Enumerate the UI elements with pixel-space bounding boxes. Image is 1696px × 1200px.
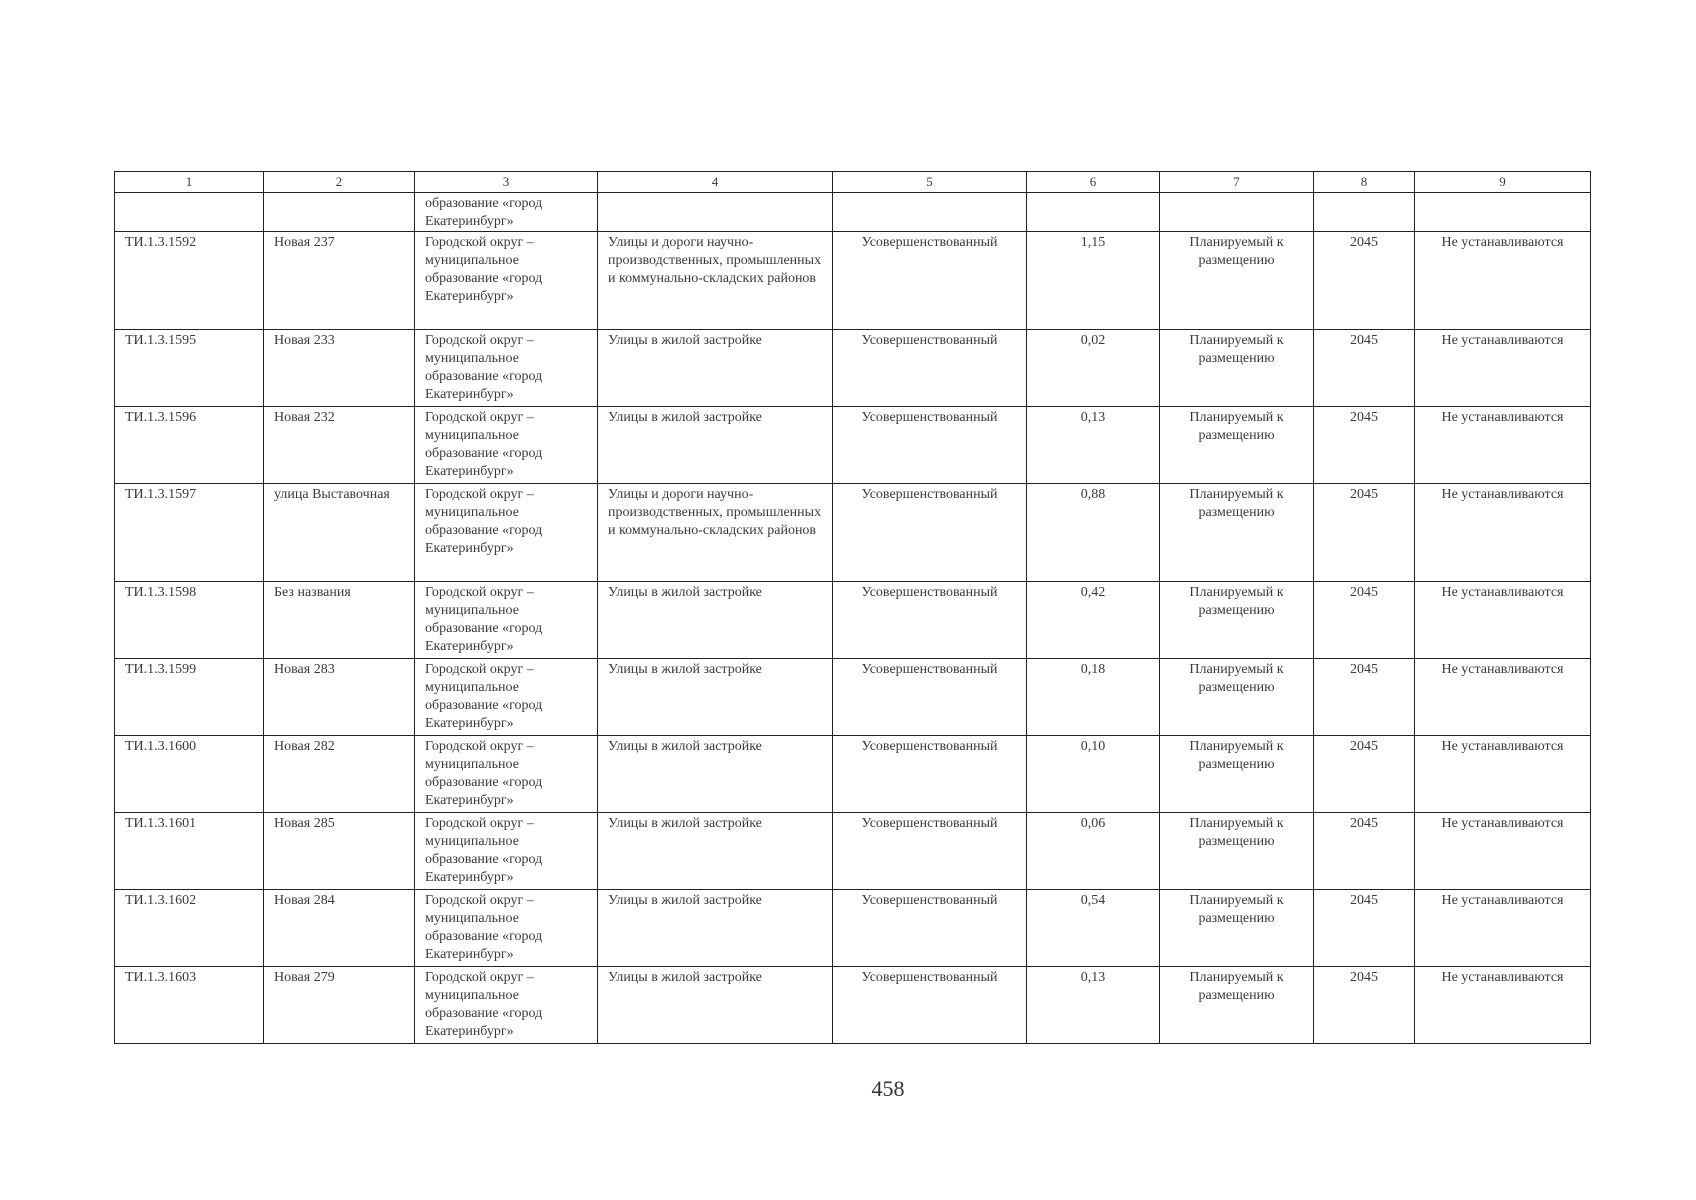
table-row (115, 484, 1591, 582)
cell-year: 2045 (1314, 232, 1415, 330)
cell-municipality: Городской округ – муниципальное образование «город Екатеринбург» (415, 330, 598, 407)
cell-surface: Усовершенствованный (833, 582, 1027, 659)
cell-length: 0,10 (1027, 736, 1160, 813)
cell-name: Новая 232 (264, 407, 415, 484)
cell-status: Планируемый к размещению (1160, 330, 1314, 407)
cell-status: Планируемый к размещению (1160, 232, 1314, 330)
cell-surface: Усовершенствованный (833, 407, 1027, 484)
cell-year: 2045 (1314, 330, 1415, 407)
cell-surface: Усовершенствованный (833, 890, 1027, 967)
cell-id: ТИ.1.3.1603 (115, 967, 264, 1044)
cell-name: улица Выставочная (264, 484, 415, 582)
infrastructure-table (114, 171, 1591, 1044)
cell-status: Планируемый к размещению (1160, 967, 1314, 1044)
cell-zones: Не устанавливаются (1415, 813, 1591, 890)
cell-id: ТИ.1.3.1597 (115, 484, 264, 582)
column-header: 4 (598, 172, 833, 193)
column-header: 5 (833, 172, 1027, 193)
cell-year: 2045 (1314, 582, 1415, 659)
cell-category: Улицы и дороги научно-производственных, промышленных и коммунально-складских районов (598, 232, 833, 330)
cell-zones: Не устанавливаются (1415, 232, 1591, 330)
cell-name: Без названия (264, 582, 415, 659)
column-header: 6 (1027, 172, 1160, 193)
table-row (115, 330, 1591, 407)
cell-length: 0,88 (1027, 484, 1160, 582)
page-number: 458 (871, 1076, 905, 1101)
column-header: 9 (1415, 172, 1591, 193)
cell-municipality: образование «город Екатеринбург» (415, 193, 598, 232)
cell-municipality: Городской округ – муниципальное образование «город Екатеринбург» (415, 407, 598, 484)
cell-category: Улицы в жилой застройке (598, 736, 833, 813)
cell-length: 0,13 (1027, 407, 1160, 484)
cell-year: 2045 (1314, 890, 1415, 967)
cell-status: Планируемый к размещению (1160, 736, 1314, 813)
table-row (115, 890, 1591, 967)
cell-category: Улицы в жилой застройке (598, 330, 833, 407)
cell-municipality: Городской округ – муниципальное образование «город Екатеринбург» (415, 484, 598, 582)
cell-surface (833, 193, 1027, 232)
cell-name: Новая 282 (264, 736, 415, 813)
cell-category: Улицы в жилой застройке (598, 407, 833, 484)
cell-name: Новая 233 (264, 330, 415, 407)
cell-name: Новая 237 (264, 232, 415, 330)
cell-surface: Усовершенствованный (833, 330, 1027, 407)
cell-category: Улицы и дороги научно-производственных, промышленных и коммунально-складских районов (598, 484, 833, 582)
table-row (115, 736, 1591, 813)
column-header: 7 (1160, 172, 1314, 193)
cell-id: ТИ.1.3.1592 (115, 232, 264, 330)
cell-name: Новая 283 (264, 659, 415, 736)
cell-surface: Усовершенствованный (833, 736, 1027, 813)
column-header: 2 (264, 172, 415, 193)
cell-name: Новая 284 (264, 890, 415, 967)
table-row (115, 407, 1591, 484)
cell-surface: Усовершенствованный (833, 967, 1027, 1044)
cell-surface: Усовершенствованный (833, 659, 1027, 736)
cell-id (115, 193, 264, 232)
cell-zones: Не устанавливаются (1415, 967, 1591, 1044)
cell-id: ТИ.1.3.1602 (115, 890, 264, 967)
cell-status: Планируемый к размещению (1160, 890, 1314, 967)
cell-zones: Не устанавливаются (1415, 484, 1591, 582)
cell-category: Улицы в жилой застройке (598, 582, 833, 659)
cell-municipality: Городской округ – муниципальное образование «город Екатеринбург» (415, 659, 598, 736)
cell-length: 0,13 (1027, 967, 1160, 1044)
cell-id: ТИ.1.3.1598 (115, 582, 264, 659)
cell-length: 0,06 (1027, 813, 1160, 890)
table-row (115, 232, 1591, 330)
header-row (115, 172, 1591, 193)
cell-id: ТИ.1.3.1596 (115, 407, 264, 484)
cell-category: Улицы в жилой застройке (598, 659, 833, 736)
table-row (115, 659, 1591, 736)
cell-length: 0,54 (1027, 890, 1160, 967)
cell-year: 2045 (1314, 659, 1415, 736)
cell-id: ТИ.1.3.1595 (115, 330, 264, 407)
cell-length (1027, 193, 1160, 232)
cell-zones: Не устанавливаются (1415, 736, 1591, 813)
cell-municipality: Городской округ – муниципальное образование «город Екатеринбург» (415, 813, 598, 890)
cell-municipality: Городской округ – муниципальное образование «город Екатеринбург» (415, 736, 598, 813)
cell-year (1314, 193, 1415, 232)
cell-zones: Не устанавливаются (1415, 890, 1591, 967)
cell-status: Планируемый к размещению (1160, 659, 1314, 736)
cell-municipality: Городской округ – муниципальное образование «город Екатеринбург» (415, 890, 598, 967)
cell-id: ТИ.1.3.1601 (115, 813, 264, 890)
cell-year: 2045 (1314, 407, 1415, 484)
cell-status: Планируемый к размещению (1160, 582, 1314, 659)
cell-status (1160, 193, 1314, 232)
continuation-row (115, 193, 1591, 232)
cell-zones: Не устанавливаются (1415, 582, 1591, 659)
cell-zones: Не устанавливаются (1415, 330, 1591, 407)
cell-id: ТИ.1.3.1600 (115, 736, 264, 813)
cell-municipality: Городской округ – муниципальное образование «город Екатеринбург» (415, 582, 598, 659)
cell-municipality: Городской округ – муниципальное образование «город Екатеринбург» (415, 232, 598, 330)
cell-year: 2045 (1314, 813, 1415, 890)
table-row (115, 967, 1591, 1044)
cell-year: 2045 (1314, 967, 1415, 1044)
cell-category: Улицы в жилой застройке (598, 967, 833, 1044)
cell-category (598, 193, 833, 232)
cell-zones: Не устанавливаются (1415, 659, 1591, 736)
column-header: 8 (1314, 172, 1415, 193)
cell-year: 2045 (1314, 484, 1415, 582)
column-header: 1 (115, 172, 264, 193)
cell-year: 2045 (1314, 736, 1415, 813)
cell-name: Новая 279 (264, 967, 415, 1044)
cell-length: 1,15 (1027, 232, 1160, 330)
cell-length: 0,42 (1027, 582, 1160, 659)
cell-zones: Не устанавливаются (1415, 407, 1591, 484)
cell-surface: Усовершенствованный (833, 232, 1027, 330)
cell-status: Планируемый к размещению (1160, 484, 1314, 582)
cell-length: 0,02 (1027, 330, 1160, 407)
column-header: 3 (415, 172, 598, 193)
cell-surface: Усовершенствованный (833, 484, 1027, 582)
cell-name (264, 193, 415, 232)
cell-municipality: Городской округ – муниципальное образование «город Екатеринбург» (415, 967, 598, 1044)
cell-status: Планируемый к размещению (1160, 813, 1314, 890)
table-row (115, 813, 1591, 890)
cell-surface: Усовершенствованный (833, 813, 1027, 890)
cell-category: Улицы в жилой застройке (598, 813, 833, 890)
table-row (115, 582, 1591, 659)
cell-category: Улицы в жилой застройке (598, 890, 833, 967)
cell-name: Новая 285 (264, 813, 415, 890)
cell-status: Планируемый к размещению (1160, 407, 1314, 484)
cell-id: ТИ.1.3.1599 (115, 659, 264, 736)
cell-zones (1415, 193, 1591, 232)
cell-length: 0,18 (1027, 659, 1160, 736)
